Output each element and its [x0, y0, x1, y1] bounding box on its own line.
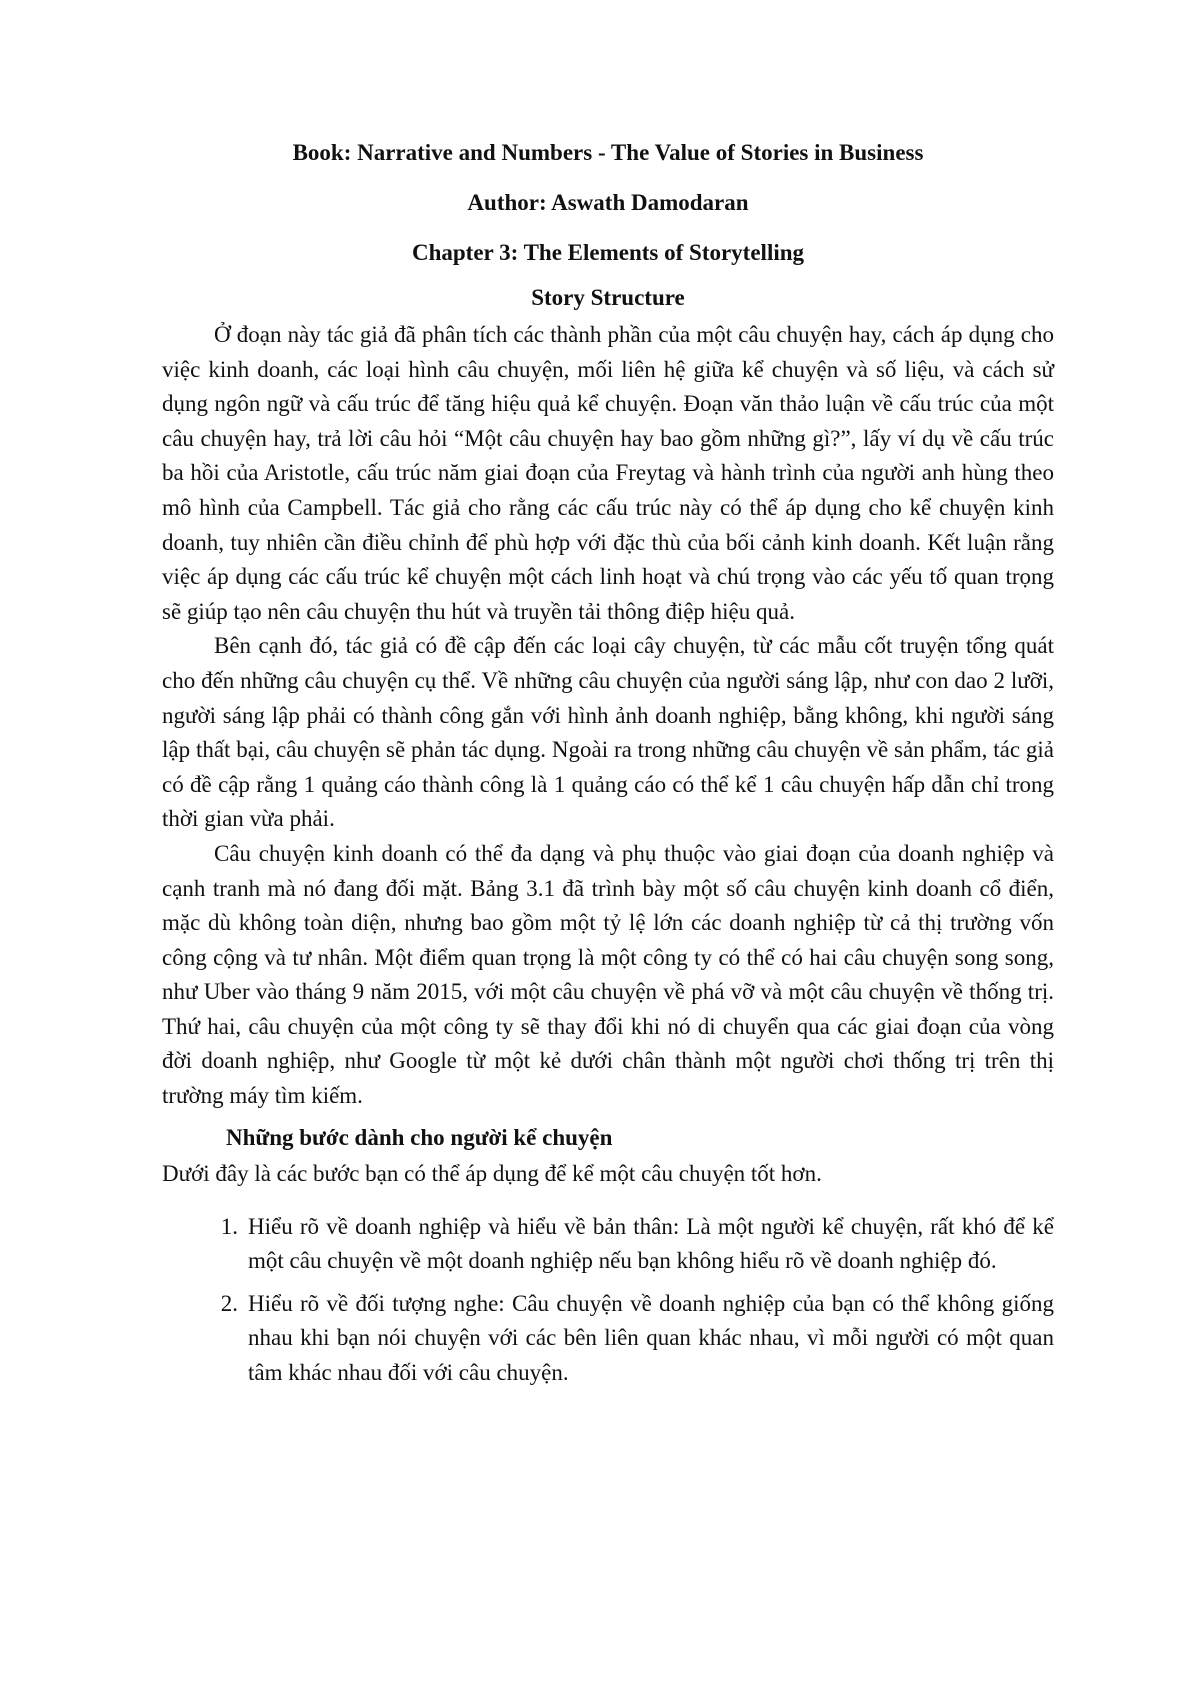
paragraph-1: Ở đoạn này tác giả đã phân tích các thành phần của một câu chuyện hay, cách áp dụng cho việc kinh doanh, các loại hình câu chuyện, mối liên hệ giữa kể chuyện và số liệu, và cách sử dụng ngôn ngữ và cấu trúc để tăng hiệu quả kể chuyện. Đoạn văn thảo luận về cấu trúc của một câu chuyện hay, trả lời câu hỏi “Một câu chuyện hay bao gồm những gì?”, lấy ví dụ về cấu trúc ba hồi của Aristotle, cấu trúc năm giai đoạn của Freytag và hành trình của người anh hùng theo mô hình của Campbell. Tác giả cho rằng các cấu trúc này có thể áp dụng cho kể chuyện kinh doanh, tuy nhiên cần điều chỉnh để phù hợp với đặc thù của bối cảnh kinh doanh. Kết luận rằng việc áp dụng các cấu trúc kể chuyện một cách linh hoạt và chú trọng vào các yếu tố quan trọng sẽ giúp tạo nên câu chuyện thu hút và truyền tải thông điệp hiệu quả.	[162, 322, 1054, 624]
section-title: Story Structure	[531, 285, 685, 310]
list-number: 1.	[220, 1213, 238, 1239]
steps-intro: Dưới đây là các bước bạn có thể áp dụng để kể một câu chuyện tốt hơn.	[162, 1160, 822, 1186]
steps-heading: Những bước dành cho người kể chuyện	[226, 1124, 613, 1150]
list-item	[162, 1287, 1054, 1391]
paragraph-2: Bên cạnh đó, tác giả có đề cập đến các loại cây chuyện, từ các mẫu cốt truyện tổng quát cho đến những câu chuyện cụ thể. Về những câu chuyện của người sáng lập, như con dao 2 lưỡi, người sáng lập phải có thành công gắn với hình ảnh doanh nghiệp, bằng không, khi người sáng lập thất bại, câu chuyện sẽ phản tác dụng. Ngoài ra trong những câu chuyện về sản phẩm, tác giả có đề cập rằng 1 quảng cáo thành công là 1 quảng cáo có thể kể 1 câu chuyện hấp dẫn chỉ trong thời gian vừa phải.	[162, 633, 1054, 832]
author-line: Author: Aswath Damodaran	[467, 190, 749, 215]
book-title: Book: Narrative and Numbers - The Value of Stories in Business	[292, 140, 924, 165]
list-text: Hiểu rõ về đối tượng nghe: Câu chuyện về doanh nghiệp của bạn có thể không giống nhau khi bạn nói chuyện với các bên liên quan khác nhau, vì mỗi người có một quan tâm khác nhau đối với câu chuyện.	[248, 1290, 1054, 1386]
list-text: Hiểu rõ về doanh nghiệp và hiểu về bản thân: Là một người kể chuyện, rất khó để kể một câu chuyện về một doanh nghiệp nếu bạn không hiểu rõ về doanh nghiệp đó.	[248, 1213, 1054, 1274]
document-page	[162, 128, 1054, 1399]
list-item	[162, 1210, 1054, 1279]
paragraph-3: Câu chuyện kinh doanh có thể đa dạng và phụ thuộc vào giai đoạn của doanh nghiệp và cạnh tranh mà nó đang đối mặt. Bảng 3.1 đã trình bày một số câu chuyện kinh doanh cổ điển, mặc dù không toàn diện, nhưng bao gồm một tỷ lệ lớn các doanh nghiệp từ cả thị trường vốn công cộng và tư nhân. Một điểm quan trọng là một công ty có thể có hai câu chuyện song song, như Uber vào tháng 9 năm 2015, với một câu chuyện về phá vỡ và một câu chuyện về thống trị. Thứ hai, câu chuyện của một công ty sẽ thay đổi khi nó di chuyển qua các giai đoạn của vòng đời doanh nghiệp, như Google từ một kẻ dưới chân thành một người chơi thống trị trên thị trường máy tìm kiếm.	[162, 840, 1054, 1109]
list-number: 2.	[220, 1290, 238, 1316]
chapter-title: Chapter 3: The Elements of Storytelling	[411, 240, 805, 265]
steps-list	[162, 1210, 1054, 1391]
